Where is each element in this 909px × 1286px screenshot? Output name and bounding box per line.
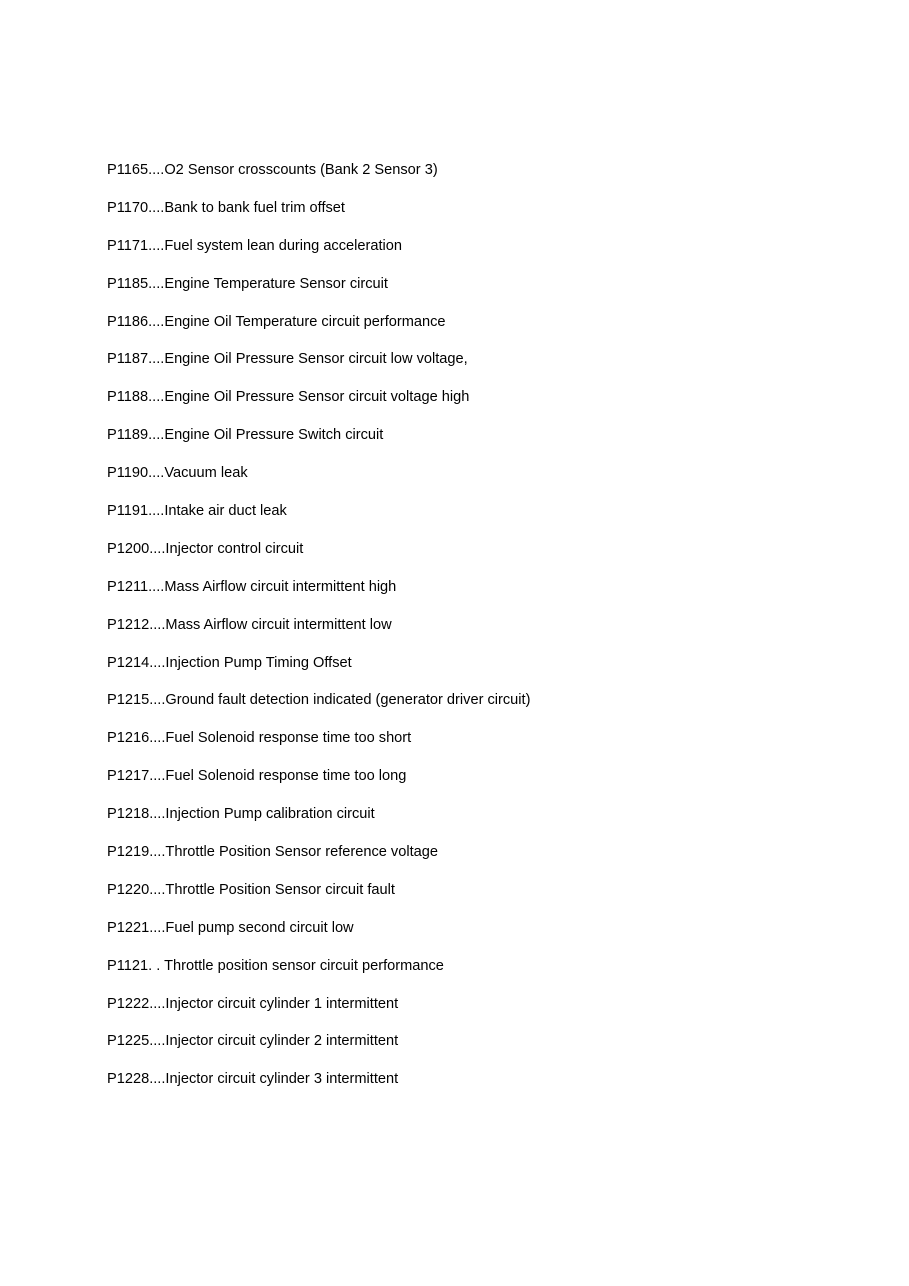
code-line: P1165....O2 Sensor crosscounts (Bank 2 Sensor 3) xyxy=(107,162,438,178)
code-line: P1215....Ground fault detection indicated (generator driver circuit) xyxy=(107,692,531,709)
trouble-code-list xyxy=(107,159,530,1106)
code-line: P1216....Fuel Solenoid response time too short xyxy=(107,730,412,747)
code-line: P1211....Mass Airflow circuit intermittent high xyxy=(107,578,397,595)
code-line: P1185....Engine Temperature Sensor circuit xyxy=(107,275,388,292)
code-line: P1225....Injector circuit cylinder 2 intermittent xyxy=(107,1033,399,1050)
code-line: P1191....Intake air duct leak xyxy=(107,503,287,520)
code-line: P1214....Injection Pump Timing Offset xyxy=(107,654,352,671)
code-line: P1222....Injector circuit cylinder 1 intermittent xyxy=(107,995,399,1012)
code-line: P1187....Engine Oil Pressure Sensor circuit low voltage, xyxy=(107,351,468,368)
code-line: P1212....Mass Airflow circuit intermittent low xyxy=(107,616,392,633)
code-line: P1121. . Throttle position sensor circuit performance xyxy=(107,957,444,974)
code-line: P1170....Bank to bank fuel trim offset xyxy=(107,199,345,216)
code-line: P1218....Injection Pump calibration circuit xyxy=(107,806,375,823)
code-line: P1190....Vacuum leak xyxy=(107,465,248,482)
code-line: P1228....Injector circuit cylinder 3 intermittent xyxy=(107,1071,399,1088)
code-line: P1220....Throttle Position Sensor circuit fault xyxy=(107,881,395,898)
code-line: P1200....Injector control circuit xyxy=(107,540,304,557)
code-line: P1186....Engine Oil Temperature circuit performance xyxy=(107,313,446,330)
code-line: P1188....Engine Oil Pressure Sensor circuit voltage high xyxy=(107,389,470,406)
code-line: P1171....Fuel system lean during acceleration xyxy=(107,237,403,254)
code-line: P1219....Throttle Position Sensor reference voltage xyxy=(107,844,438,861)
code-line: P1189....Engine Oil Pressure Switch circuit xyxy=(107,427,384,444)
code-line: P1221....Fuel pump second circuit low xyxy=(107,919,354,936)
code-line: P1217....Fuel Solenoid response time too long xyxy=(107,768,407,785)
